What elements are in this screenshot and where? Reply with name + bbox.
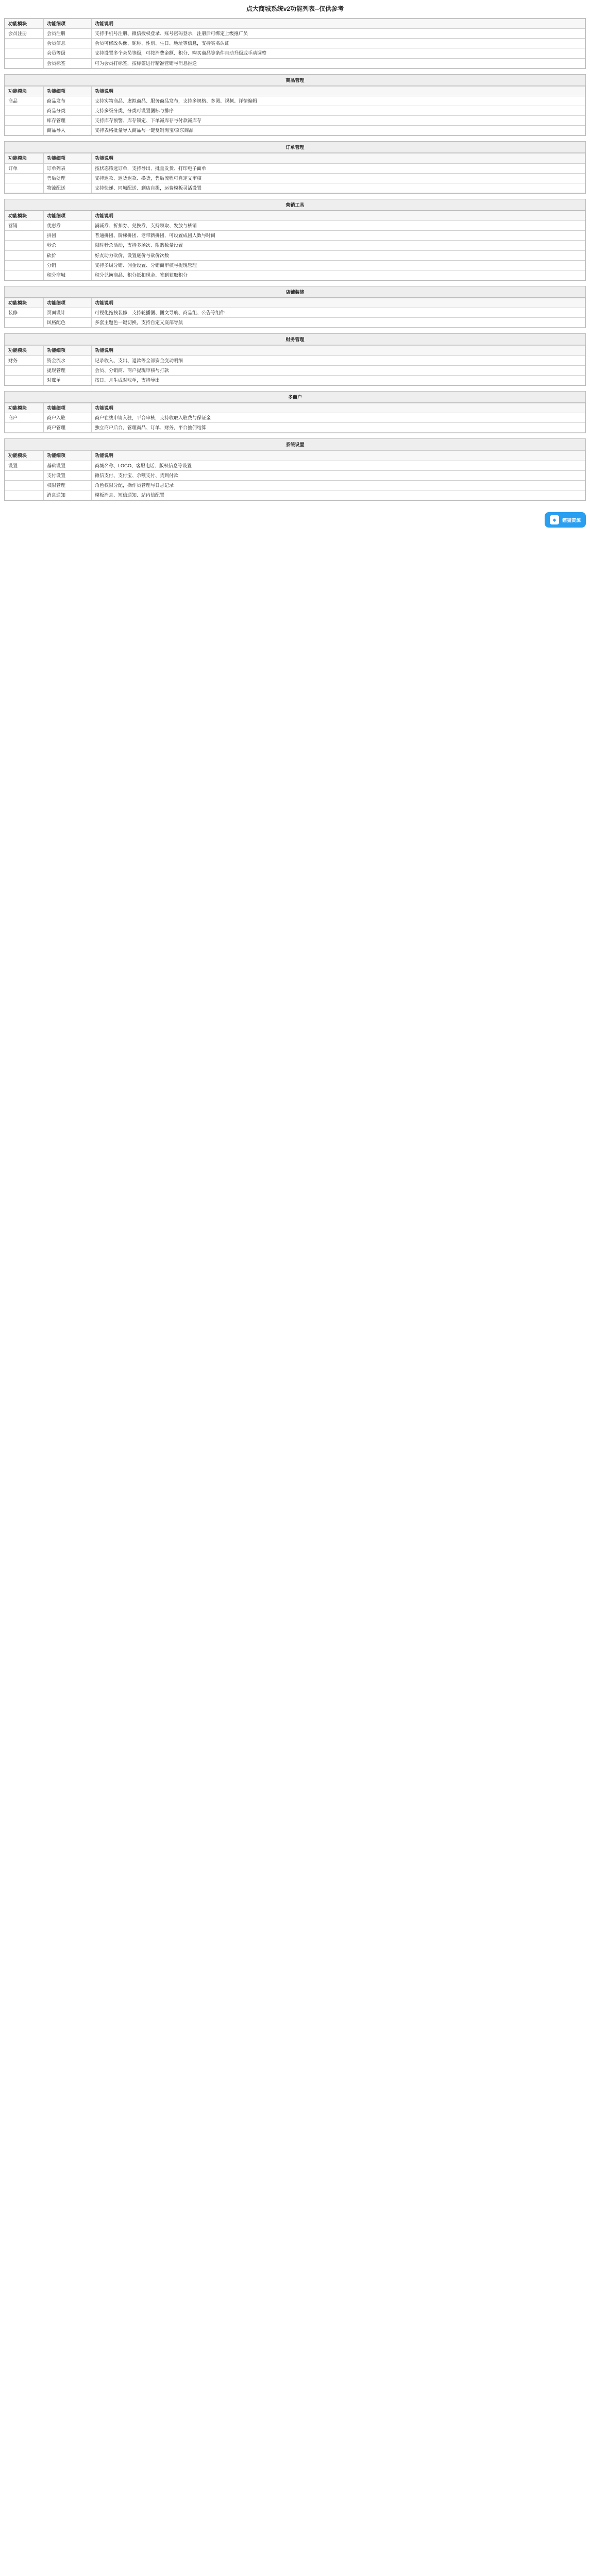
feature-cell: 库存管理 bbox=[44, 116, 92, 126]
column-header: 功能说明 bbox=[92, 451, 585, 461]
table-row bbox=[5, 39, 585, 48]
column-header: 功能模块 bbox=[5, 86, 44, 96]
module-cell bbox=[5, 490, 44, 500]
column-header: 功能说明 bbox=[92, 298, 585, 308]
feature-cell: 订单列表 bbox=[44, 163, 92, 173]
description-cell: 支持库存预警、库存锁定、下单减库存与付款减库存 bbox=[92, 116, 585, 126]
table-header-row bbox=[5, 19, 585, 29]
module-cell bbox=[5, 375, 44, 385]
description-cell: 积分兑换商品、积分抵扣现金、签到获取积分 bbox=[92, 270, 585, 280]
feature-cell: 物流配送 bbox=[44, 183, 92, 193]
column-header: 功能细项 bbox=[44, 154, 92, 163]
section bbox=[4, 199, 586, 281]
table-header-row bbox=[5, 298, 585, 308]
module-cell bbox=[5, 106, 44, 115]
feature-cell: 商品导入 bbox=[44, 126, 92, 135]
description-cell: 支持手机号注册、微信授权登录、账号密码登录，注册后可绑定上级推广员 bbox=[92, 29, 585, 39]
table-row bbox=[5, 48, 585, 58]
feature-cell: 积分商城 bbox=[44, 270, 92, 280]
description-cell: 可为会员打标签，按标签进行精准营销与消息推送 bbox=[92, 58, 585, 68]
table-row bbox=[5, 308, 585, 318]
description-cell: 好友助力砍价，设置底价与砍价次数 bbox=[92, 250, 585, 260]
feature-cell: 权限管理 bbox=[44, 480, 92, 490]
cat-icon: ◆ bbox=[550, 515, 559, 524]
description-cell: 支持快递、同城配送、到店自提，运费模板灵活设置 bbox=[92, 183, 585, 193]
section-title: 财务管理 bbox=[5, 334, 585, 345]
table-row bbox=[5, 413, 585, 423]
feature-cell: 分销 bbox=[44, 260, 92, 270]
feature-table bbox=[5, 403, 585, 433]
column-header: 功能模块 bbox=[5, 19, 44, 29]
module-cell: 装修 bbox=[5, 308, 44, 318]
description-cell: 普通拼团、阶梯拼团、老带新拼团，可设置成团人数与时间 bbox=[92, 231, 585, 241]
description-cell: 按日、月生成对账单，支持导出 bbox=[92, 375, 585, 385]
feature-table bbox=[5, 153, 585, 193]
feature-table bbox=[5, 298, 585, 328]
description-cell: 会员可修改头像、昵称、性别、生日、地址等信息，支持实名认证 bbox=[92, 39, 585, 48]
description-cell: 支持实物商品、虚拟商品、服务商品发布，支持多规格、多图、视频、详情编辑 bbox=[92, 96, 585, 106]
column-header: 功能说明 bbox=[92, 154, 585, 163]
section bbox=[4, 391, 586, 433]
feature-cell: 会员等级 bbox=[44, 48, 92, 58]
feature-table bbox=[5, 19, 585, 69]
table-row bbox=[5, 490, 585, 500]
section-title: 订单管理 bbox=[5, 142, 585, 153]
column-header: 功能模块 bbox=[5, 211, 44, 221]
feature-cell: 商品发布 bbox=[44, 96, 92, 106]
table-row bbox=[5, 116, 585, 126]
section-title: 多商户 bbox=[5, 392, 585, 403]
module-cell bbox=[5, 470, 44, 480]
table-row bbox=[5, 126, 585, 135]
sections-container bbox=[0, 18, 590, 501]
module-cell bbox=[5, 260, 44, 270]
module-cell bbox=[5, 48, 44, 58]
module-cell bbox=[5, 241, 44, 250]
feature-cell: 提现管理 bbox=[44, 365, 92, 375]
table-header-row bbox=[5, 346, 585, 355]
description-cell: 限时秒杀活动，支持多场次、限购数量设置 bbox=[92, 241, 585, 250]
feature-cell: 售后处理 bbox=[44, 173, 92, 183]
feature-cell: 支付设置 bbox=[44, 470, 92, 480]
description-cell: 模板消息、短信通知、站内信配置 bbox=[92, 490, 585, 500]
section-title: 店铺装修 bbox=[5, 286, 585, 298]
description-cell: 支持多级分类，分类可设置图标与排序 bbox=[92, 106, 585, 115]
module-cell bbox=[5, 116, 44, 126]
feature-cell: 消息通知 bbox=[44, 490, 92, 500]
module-cell: 商户 bbox=[5, 413, 44, 423]
description-cell: 多套主题色一键切换，支持自定义底部导航 bbox=[92, 318, 585, 328]
module-cell bbox=[5, 365, 44, 375]
feature-table bbox=[5, 450, 585, 500]
module-cell: 营销 bbox=[5, 221, 44, 231]
description-cell: 商城名称、LOGO、客服电话、版权信息等设置 bbox=[92, 461, 585, 470]
description-cell: 支持多级分销、佣金设置、分销商审核与提现管理 bbox=[92, 260, 585, 270]
module-cell bbox=[5, 480, 44, 490]
module-cell bbox=[5, 173, 44, 183]
table-row bbox=[5, 231, 585, 241]
description-cell: 支持设置多个会员等级，可按消费金额、积分、购买商品等条件自动升级或手动调整 bbox=[92, 48, 585, 58]
description-cell: 满减券、折扣券、兑换券，支持领取、发放与核销 bbox=[92, 221, 585, 231]
description-cell: 记录收入、支出、退款等全部资金变动明细 bbox=[92, 355, 585, 365]
section-title: 商品管理 bbox=[5, 75, 585, 86]
column-header: 功能说明 bbox=[92, 86, 585, 96]
section bbox=[4, 141, 586, 194]
table-row bbox=[5, 173, 585, 183]
feature-cell: 会员信息 bbox=[44, 39, 92, 48]
module-cell bbox=[5, 270, 44, 280]
column-header: 功能细项 bbox=[44, 298, 92, 308]
module-cell: 会员注册 bbox=[5, 29, 44, 39]
watermark bbox=[4, 507, 586, 533]
table-row bbox=[5, 480, 585, 490]
table-row bbox=[5, 58, 585, 68]
feature-cell: 风格配色 bbox=[44, 318, 92, 328]
feature-cell: 资金流水 bbox=[44, 355, 92, 365]
description-cell: 按状态筛选订单，支持导出、批量发货、打印电子面单 bbox=[92, 163, 585, 173]
description-cell: 角色权限分配，操作员管理与日志记录 bbox=[92, 480, 585, 490]
module-cell bbox=[5, 231, 44, 241]
feature-cell: 会员标签 bbox=[44, 58, 92, 68]
feature-cell: 秒杀 bbox=[44, 241, 92, 250]
table-row bbox=[5, 365, 585, 375]
section-title: 系统设置 bbox=[5, 439, 585, 450]
feature-cell: 页面设计 bbox=[44, 308, 92, 318]
module-cell: 财务 bbox=[5, 355, 44, 365]
description-cell: 可视化拖拽装修，支持轮播图、图文导航、商品组、公告等组件 bbox=[92, 308, 585, 318]
description-cell: 独立商户后台，管理商品、订单、财务，平台抽佣结算 bbox=[92, 423, 585, 433]
column-header: 功能细项 bbox=[44, 403, 92, 413]
table-row bbox=[5, 355, 585, 365]
column-header: 功能模块 bbox=[5, 451, 44, 461]
feature-cell: 基础设置 bbox=[44, 461, 92, 470]
table-row bbox=[5, 470, 585, 480]
feature-cell: 对账单 bbox=[44, 375, 92, 385]
table-row bbox=[5, 163, 585, 173]
module-cell bbox=[5, 39, 44, 48]
table-row bbox=[5, 270, 585, 280]
table-row bbox=[5, 375, 585, 385]
description-cell: 商户在线申请入驻，平台审核，支持收取入驻费与保证金 bbox=[92, 413, 585, 423]
feature-cell: 砍价 bbox=[44, 250, 92, 260]
table-row bbox=[5, 318, 585, 328]
page-title: 点大商城系统v2功能列表--仅供参考 bbox=[246, 5, 344, 12]
description-cell: 支持表格批量导入商品与一键复制淘宝/京东商品 bbox=[92, 126, 585, 135]
table-row bbox=[5, 221, 585, 231]
module-cell bbox=[5, 126, 44, 135]
module-cell bbox=[5, 58, 44, 68]
column-header: 功能模块 bbox=[5, 346, 44, 355]
table-header-row bbox=[5, 211, 585, 221]
table-row bbox=[5, 423, 585, 433]
watermark-badge bbox=[545, 512, 586, 528]
column-header: 功能细项 bbox=[44, 346, 92, 355]
module-cell: 设置 bbox=[5, 461, 44, 470]
table-row bbox=[5, 183, 585, 193]
module-cell bbox=[5, 183, 44, 193]
column-header: 功能模块 bbox=[5, 403, 44, 413]
table-row bbox=[5, 29, 585, 39]
column-header: 功能细项 bbox=[44, 19, 92, 29]
section bbox=[4, 438, 586, 501]
watermark-text: 猫猫资源 bbox=[562, 517, 581, 523]
column-header: 功能说明 bbox=[92, 346, 585, 355]
module-cell bbox=[5, 423, 44, 433]
table-header-row bbox=[5, 86, 585, 96]
column-header: 功能模块 bbox=[5, 154, 44, 163]
table-header-row bbox=[5, 451, 585, 461]
feature-cell: 商品分类 bbox=[44, 106, 92, 115]
description-cell: 支持退款、退货退款、换货，售后流程可自定义审核 bbox=[92, 173, 585, 183]
column-header: 功能模块 bbox=[5, 298, 44, 308]
column-header: 功能细项 bbox=[44, 86, 92, 96]
section bbox=[4, 333, 586, 386]
column-header: 功能细项 bbox=[44, 451, 92, 461]
feature-cell: 会员注册 bbox=[44, 29, 92, 39]
module-cell bbox=[5, 318, 44, 328]
description-cell: 会员、分销商、商户提现审核与打款 bbox=[92, 365, 585, 375]
table-row bbox=[5, 461, 585, 470]
table-header-row bbox=[5, 154, 585, 163]
description-cell: 微信支付、支付宝、余额支付、货到付款 bbox=[92, 470, 585, 480]
column-header: 功能说明 bbox=[92, 211, 585, 221]
section bbox=[4, 18, 586, 69]
column-header: 功能细项 bbox=[44, 211, 92, 221]
table-row bbox=[5, 241, 585, 250]
feature-table bbox=[5, 211, 585, 280]
column-header: 功能说明 bbox=[92, 403, 585, 413]
column-header: 功能说明 bbox=[92, 19, 585, 29]
feature-table bbox=[5, 86, 585, 136]
table-row bbox=[5, 96, 585, 106]
module-cell: 订单 bbox=[5, 163, 44, 173]
section-title: 营销工具 bbox=[5, 199, 585, 211]
feature-cell: 拼团 bbox=[44, 231, 92, 241]
module-cell bbox=[5, 250, 44, 260]
table-header-row bbox=[5, 403, 585, 413]
table-row bbox=[5, 250, 585, 260]
feature-cell: 商户管理 bbox=[44, 423, 92, 433]
module-cell: 商品 bbox=[5, 96, 44, 106]
table-row bbox=[5, 260, 585, 270]
table-row bbox=[5, 106, 585, 115]
feature-table bbox=[5, 345, 585, 385]
feature-cell: 商户入驻 bbox=[44, 413, 92, 423]
section bbox=[4, 286, 586, 328]
section bbox=[4, 74, 586, 137]
feature-cell: 优惠券 bbox=[44, 221, 92, 231]
